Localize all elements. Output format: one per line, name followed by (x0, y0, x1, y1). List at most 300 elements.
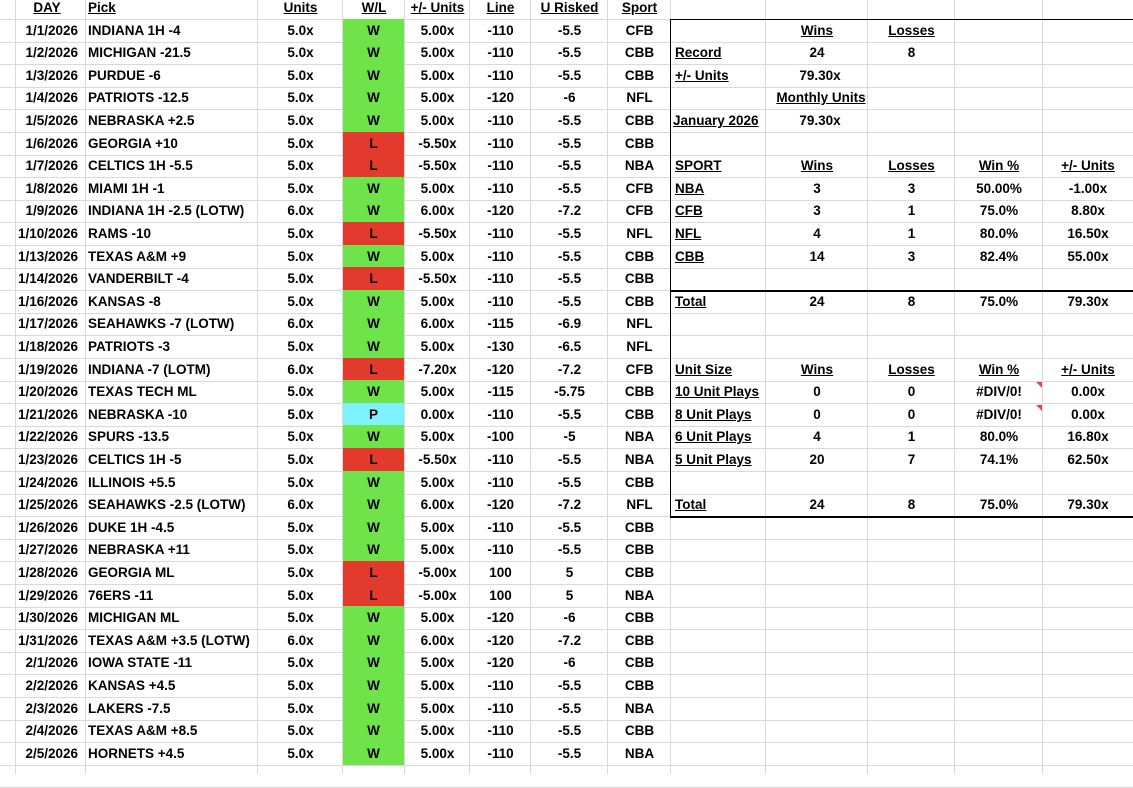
day-cell: 1/30/2026 (17, 610, 78, 625)
units-cell: 5.0x (287, 45, 314, 60)
sport-units-cell: 8.80x (1071, 203, 1105, 218)
sport-cell: CFB (625, 203, 654, 218)
row-gridline (0, 765, 1133, 766)
units-label: +/- Units (675, 68, 729, 83)
unit-size-name-cell[interactable]: 8 Unit Plays (675, 407, 752, 422)
plus-minus-cell: -5.50x (418, 271, 457, 286)
unit-size-wins-cell: 20 (809, 452, 825, 467)
risk-cell: -7.2 (557, 362, 582, 377)
pick-cell: HORNETS +4.5 (88, 746, 185, 761)
plus-minus-cell: -7.20x (418, 362, 457, 377)
line-cell: -110 (487, 746, 514, 761)
line-cell: -110 (487, 113, 514, 128)
result-cell: W (367, 68, 380, 83)
sport-cell: NFL (626, 497, 653, 512)
result-cell: L (369, 226, 378, 241)
unit-size-losses-cell: 0 (907, 384, 916, 399)
result-cell: L (369, 452, 378, 467)
pick-cell: SPURS -13.5 (88, 429, 170, 444)
sport-header-3: Win % (978, 158, 1020, 173)
result-cell: W (367, 746, 380, 761)
result-cell: W (367, 497, 380, 512)
sport-cell: CFB (625, 23, 654, 38)
risk-cell: -5.5 (557, 542, 582, 557)
day-cell: 1/18/2026 (17, 339, 78, 354)
units-cell: 5.0x (287, 249, 314, 264)
unit-size-pct-cell: 80.0% (979, 429, 1019, 444)
pick-cell: IOWA STATE -11 (88, 655, 193, 670)
day-cell: 1/2/2026 (25, 45, 78, 60)
unit-size-total-losses: 8 (907, 497, 916, 512)
line-cell: -120 (486, 203, 515, 218)
sport-wins-cell: 14 (809, 249, 825, 264)
header-line: Line (486, 0, 515, 15)
header-day: DAY (33, 0, 61, 15)
unit-size-header-2: Losses (888, 362, 935, 377)
unit-size-pct-cell: #DIV/0! (976, 407, 1022, 422)
pick-cell: TEXAS A&M +9 (88, 249, 187, 264)
units-cell: 6.0x (287, 203, 314, 218)
plus-minus-cell: -5.50x (418, 452, 457, 467)
result-cell: W (367, 701, 380, 716)
units-cell: 5.0x (287, 181, 314, 196)
result-cell: W (367, 23, 380, 38)
sport-name-cell[interactable]: CBB (675, 249, 705, 264)
sport-cell: NFL (626, 90, 653, 105)
plus-minus-cell: 5.00x (420, 520, 455, 535)
risk-cell: -5.5 (557, 475, 582, 490)
units-cell: 5.0x (287, 723, 314, 738)
result-cell: W (367, 113, 380, 128)
risk-cell: -6 (563, 90, 576, 105)
sport-losses-cell: 3 (907, 181, 916, 196)
line-cell: -130 (486, 339, 515, 354)
unit-size-name-cell[interactable]: 10 Unit Plays (675, 384, 760, 399)
line-cell: -110 (487, 68, 514, 83)
pick-cell: TEXAS A&M +3.5 (LOTW) (88, 633, 250, 648)
line-cell: -110 (487, 271, 514, 286)
plus-minus-cell: 5.00x (420, 249, 455, 264)
unit-size-losses-cell: 0 (907, 407, 916, 422)
risk-cell: 5 (565, 565, 574, 580)
pick-cell: SEAHAWKS -7 (LOTW) (88, 316, 235, 331)
line-cell: -110 (487, 23, 514, 38)
pick-cell: VANDERBILT -4 (88, 271, 189, 286)
plus-minus-cell: 5.00x (420, 701, 455, 716)
units-cell: 6.0x (287, 316, 314, 331)
error-indicator-icon (1036, 382, 1042, 388)
units-cell: 5.0x (287, 226, 314, 241)
day-cell: 1/14/2026 (17, 271, 78, 286)
unit-size-header-0: Unit Size (675, 362, 733, 377)
day-cell: 1/28/2026 (17, 565, 78, 580)
sport-cell: CBB (624, 113, 655, 128)
result-cell: W (367, 678, 380, 693)
risk-cell: -5.5 (557, 68, 582, 83)
sport-pct-cell: 75.0% (979, 203, 1019, 218)
risk-cell: -5.5 (557, 158, 582, 173)
sport-cell: NFL (626, 226, 653, 241)
sport-total-units: 79.30x (1067, 294, 1109, 309)
unit-size-header-1: Wins (800, 362, 834, 377)
day-cell: 2/2/2026 (25, 678, 78, 693)
plus-minus-cell: 6.00x (420, 497, 455, 512)
day-cell: 1/26/2026 (17, 520, 78, 535)
risk-cell: -5.5 (557, 23, 582, 38)
pick-cell: KANSAS +4.5 (88, 678, 176, 693)
pick-cell: NEBRASKA +2.5 (88, 113, 195, 128)
result-cell: W (367, 45, 380, 60)
pick-cell: NEBRASKA -10 (88, 407, 188, 422)
result-cell: L (369, 158, 378, 173)
result-cell: W (367, 249, 380, 264)
pick-cell: PATRIOTS -12.5 (88, 90, 189, 105)
result-cell: W (367, 316, 380, 331)
risk-cell: -5.5 (557, 45, 582, 60)
day-cell: 1/13/2026 (17, 249, 78, 264)
unit-size-name-cell[interactable]: 5 Unit Plays (675, 452, 752, 467)
unit-size-name-cell[interactable]: 6 Unit Plays (675, 429, 752, 444)
sport-wins-cell: 4 (813, 226, 821, 241)
risk-cell: -5.5 (557, 452, 582, 467)
risk-cell: -7.2 (557, 203, 582, 218)
unit-size-total-units: 79.30x (1067, 497, 1109, 512)
plus-minus-cell: 5.00x (420, 723, 455, 738)
line-cell: -110 (487, 542, 514, 557)
day-cell: 1/8/2026 (25, 181, 78, 196)
unit-size-losses-cell: 7 (907, 452, 916, 467)
pick-cell: TEXAS A&M +8.5 (88, 723, 198, 738)
line-cell: -110 (487, 475, 514, 490)
plus-minus-cell: 5.00x (420, 475, 455, 490)
risk-cell: -5.5 (557, 249, 582, 264)
sport-cell: CBB (624, 475, 655, 490)
line-cell: -120 (486, 90, 515, 105)
sport-losses-cell: 3 (907, 249, 916, 264)
result-cell: W (367, 294, 380, 309)
day-cell: 1/22/2026 (17, 429, 78, 444)
line-cell: 100 (489, 565, 512, 580)
pick-cell: 76ERS -11 (88, 588, 154, 603)
sport-cell: CBB (624, 633, 655, 648)
line-cell: -110 (487, 158, 514, 173)
units-cell: 5.0x (287, 429, 314, 444)
plus-minus-cell: 5.00x (420, 678, 455, 693)
line-cell: -110 (487, 136, 514, 151)
day-cell: 1/1/2026 (25, 23, 78, 38)
result-cell: W (367, 181, 380, 196)
day-cell: 1/3/2026 (25, 68, 78, 83)
risk-cell: -5.5 (557, 294, 582, 309)
sport-name-cell[interactable]: NBA (675, 181, 705, 196)
record-wins: 24 (809, 45, 825, 60)
result-cell: W (367, 203, 380, 218)
plus-minus-cell: 5.00x (420, 610, 455, 625)
header-plus-minus-units: +/- Units (410, 0, 465, 15)
record-losses: 8 (907, 45, 916, 60)
result-cell: L (369, 271, 378, 286)
line-cell: -110 (487, 45, 514, 60)
result-cell: W (367, 339, 380, 354)
units-cell: 5.0x (287, 23, 314, 38)
line-cell: -110 (487, 181, 514, 196)
unit-size-total-wins: 24 (809, 497, 825, 512)
result-cell: W (367, 520, 380, 535)
pick-cell: INDIANA -7 (LOTM) (88, 362, 211, 377)
header-units: Units (283, 0, 318, 15)
sport-header-1: Wins (800, 158, 834, 173)
plus-minus-cell: 5.00x (420, 429, 455, 444)
units-cell: 5.0x (287, 68, 314, 83)
sport-cell: NBA (624, 701, 655, 716)
risk-cell: -5.5 (557, 407, 582, 422)
result-cell: L (369, 588, 378, 603)
units-cell: 6.0x (287, 497, 314, 512)
risk-cell: -6.5 (557, 339, 582, 354)
pick-cell: NEBRASKA +11 (88, 542, 190, 557)
day-cell: 2/3/2026 (25, 701, 78, 716)
units-cell: 5.0x (287, 701, 314, 716)
day-cell: 1/29/2026 (17, 588, 78, 603)
sport-pct-cell: 50.00% (976, 181, 1022, 196)
line-cell: -110 (487, 294, 514, 309)
risk-cell: -5.75 (554, 384, 585, 399)
sport-cell: NBA (624, 746, 655, 761)
pick-cell: MICHIGAN ML (88, 610, 180, 625)
unit-size-total-name: Total (675, 497, 707, 512)
result-cell: P (368, 407, 378, 422)
line-cell: -110 (487, 723, 514, 738)
month-value: 79.30x (799, 113, 841, 128)
units-cell: 5.0x (287, 475, 314, 490)
day-cell: 1/19/2026 (17, 362, 78, 377)
units-value: 79.30x (799, 68, 841, 83)
sport-name-cell[interactable]: CFB (675, 203, 703, 218)
day-cell: 2/1/2026 (25, 655, 78, 670)
day-cell: 1/21/2026 (17, 407, 78, 422)
units-cell: 5.0x (287, 565, 314, 580)
unit-size-units-cell: 0.00x (1071, 384, 1105, 399)
pick-cell: GEORGIA +10 (88, 136, 178, 151)
sport-total-pct: 75.0% (979, 294, 1019, 309)
result-cell: L (369, 565, 378, 580)
plus-minus-cell: 5.00x (420, 68, 455, 83)
risk-cell: -5.5 (557, 226, 582, 241)
sport-name-cell[interactable]: NFL (675, 226, 702, 241)
sport-cell: CBB (624, 678, 655, 693)
sport-cell: CBB (624, 294, 655, 309)
pick-cell: PATRIOTS -3 (88, 339, 171, 354)
line-cell: -110 (487, 407, 514, 422)
sport-cell: CBB (624, 249, 655, 264)
risk-cell: 5 (565, 588, 574, 603)
sport-cell: NBA (624, 588, 655, 603)
risk-cell: -5.5 (557, 136, 582, 151)
sport-cell: CBB (624, 45, 655, 60)
units-cell: 5.0x (287, 588, 314, 603)
pick-cell: GEORGIA ML (88, 565, 175, 580)
panel-divider-sport-total (670, 290, 1133, 292)
line-cell: -120 (486, 610, 515, 625)
line-cell: 100 (489, 588, 512, 603)
day-cell: 1/24/2026 (17, 475, 78, 490)
sport-cell: CBB (624, 565, 655, 580)
day-cell: 1/17/2026 (17, 316, 78, 331)
sport-losses-cell: 1 (907, 226, 916, 241)
pick-cell: PURDUE -6 (88, 68, 161, 83)
units-cell: 5.0x (287, 113, 314, 128)
risk-cell: -5.5 (557, 520, 582, 535)
day-cell: 1/6/2026 (25, 136, 78, 151)
line-cell: -120 (486, 655, 515, 670)
sport-cell: CBB (624, 655, 655, 670)
plus-minus-cell: 5.00x (420, 542, 455, 557)
monthly-units-label: Monthly Units (776, 90, 866, 105)
pick-cell: KANSAS -8 (88, 294, 161, 309)
unit-size-pct-cell: 74.1% (979, 452, 1019, 467)
pick-cell: DUKE 1H -4.5 (88, 520, 175, 535)
line-cell: -100 (486, 429, 515, 444)
line-cell: -115 (487, 384, 514, 399)
units-cell: 5.0x (287, 452, 314, 467)
pick-cell: LAKERS -7.5 (88, 701, 171, 716)
result-cell: W (367, 723, 380, 738)
pick-cell: TEXAS TECH ML (88, 384, 197, 399)
line-cell: -120 (486, 497, 515, 512)
day-cell: 2/4/2026 (25, 723, 78, 738)
sport-units-cell: 16.50x (1067, 226, 1109, 241)
day-cell: 1/25/2026 (17, 497, 78, 512)
result-cell: W (367, 384, 380, 399)
panel-border-top (670, 19, 1133, 20)
panel-border-bottom (670, 516, 1133, 518)
sport-cell: CBB (624, 68, 655, 83)
line-cell: -110 (487, 452, 514, 467)
plus-minus-cell: -5.00x (418, 565, 457, 580)
units-cell: 5.0x (287, 294, 314, 309)
result-cell: L (369, 362, 378, 377)
plus-minus-cell: 5.00x (420, 45, 455, 60)
sport-cell: NBA (624, 429, 655, 444)
line-cell: -110 (487, 678, 514, 693)
plus-minus-cell: 0.00x (420, 407, 455, 422)
pick-cell: INDIANA 1H -4 (88, 23, 181, 38)
risk-cell: -5.5 (557, 701, 582, 716)
plus-minus-cell: 5.00x (420, 181, 455, 196)
line-cell: -120 (486, 362, 515, 377)
units-cell: 5.0x (287, 746, 314, 761)
line-cell: -110 (487, 226, 514, 241)
risk-cell: -7.2 (557, 497, 582, 512)
result-cell: W (367, 90, 380, 105)
sport-cell: CBB (624, 407, 655, 422)
plus-minus-cell: 5.00x (420, 384, 455, 399)
sport-pct-cell: 80.0% (979, 226, 1019, 241)
sport-pct-cell: 82.4% (979, 249, 1019, 264)
day-cell: 1/31/2026 (17, 633, 78, 648)
risk-cell: -5.5 (557, 746, 582, 761)
plus-minus-cell: 5.00x (420, 655, 455, 670)
sport-header-4: +/- Units (1061, 158, 1115, 173)
sport-header-2: Losses (888, 158, 935, 173)
plus-minus-cell: 5.00x (420, 23, 455, 38)
sport-cell: CBB (624, 384, 655, 399)
result-cell: L (369, 136, 378, 151)
pick-cell: MIAMI 1H -1 (88, 181, 165, 196)
sport-cell: CBB (624, 271, 655, 286)
pick-cell: CELTICS 1H -5.5 (88, 158, 193, 173)
sport-cell: CBB (624, 136, 655, 151)
sport-cell: NFL (626, 339, 653, 354)
unit-size-pct-cell: #DIV/0! (976, 384, 1022, 399)
header-sport: Sport (621, 0, 658, 15)
day-cell: 1/23/2026 (17, 452, 78, 467)
sport-cell: CBB (624, 723, 655, 738)
plus-minus-cell: 6.00x (420, 633, 455, 648)
pick-cell: ILLINOIS +5.5 (88, 475, 176, 490)
units-cell: 5.0x (287, 339, 314, 354)
plus-minus-cell: 6.00x (420, 203, 455, 218)
risk-cell: -5.5 (557, 271, 582, 286)
header-pick: Pick (88, 0, 116, 15)
plus-minus-cell: 5.00x (420, 294, 455, 309)
month-label: January 2026 (673, 113, 759, 128)
day-cell: 1/27/2026 (17, 542, 78, 557)
risk-cell: -5 (563, 429, 576, 444)
result-cell: W (367, 475, 380, 490)
sport-total-losses: 8 (907, 294, 916, 309)
units-cell: 5.0x (287, 407, 314, 422)
sport-cell: NFL (626, 316, 653, 331)
day-cell: 1/7/2026 (25, 158, 78, 173)
plus-minus-cell: -5.50x (418, 158, 457, 173)
error-indicator-icon (1036, 405, 1042, 411)
pick-cell: CELTICS 1H -5 (88, 452, 182, 467)
sport-wins-cell: 3 (813, 181, 821, 196)
unit-size-header-3: Win % (978, 362, 1020, 377)
sport-cell: CBB (624, 610, 655, 625)
sport-total-name: Total (675, 294, 707, 309)
units-cell: 5.0x (287, 136, 314, 151)
units-cell: 6.0x (287, 633, 314, 648)
plus-minus-cell: 6.00x (420, 316, 455, 331)
day-cell: 1/20/2026 (17, 384, 78, 399)
pick-cell: RAMS -10 (88, 226, 152, 241)
unit-size-wins-cell: 0 (813, 384, 821, 399)
sport-total-wins: 24 (809, 294, 825, 309)
risk-cell: -6.9 (557, 316, 582, 331)
sport-cell: NBA (624, 452, 655, 467)
units-cell: 5.0x (287, 655, 314, 670)
units-cell: 5.0x (287, 384, 314, 399)
record-label: Record (675, 45, 722, 60)
day-cell: 1/10/2026 (17, 226, 78, 241)
units-cell: 5.0x (287, 610, 314, 625)
risk-cell: -5.5 (557, 723, 582, 738)
line-cell: -120 (486, 633, 515, 648)
unit-size-total-pct: 75.0% (979, 497, 1019, 512)
units-cell: 5.0x (287, 678, 314, 693)
sport-header-0: SPORT (675, 158, 722, 173)
wins-header: Wins (800, 23, 834, 38)
result-cell: W (367, 610, 380, 625)
sport-cell: CFB (625, 181, 654, 196)
sport-wins-cell: 3 (813, 203, 821, 218)
day-cell: 1/4/2026 (25, 90, 78, 105)
day-cell: 1/9/2026 (25, 203, 78, 218)
line-cell: -110 (487, 249, 514, 264)
line-cell: -110 (487, 701, 514, 716)
